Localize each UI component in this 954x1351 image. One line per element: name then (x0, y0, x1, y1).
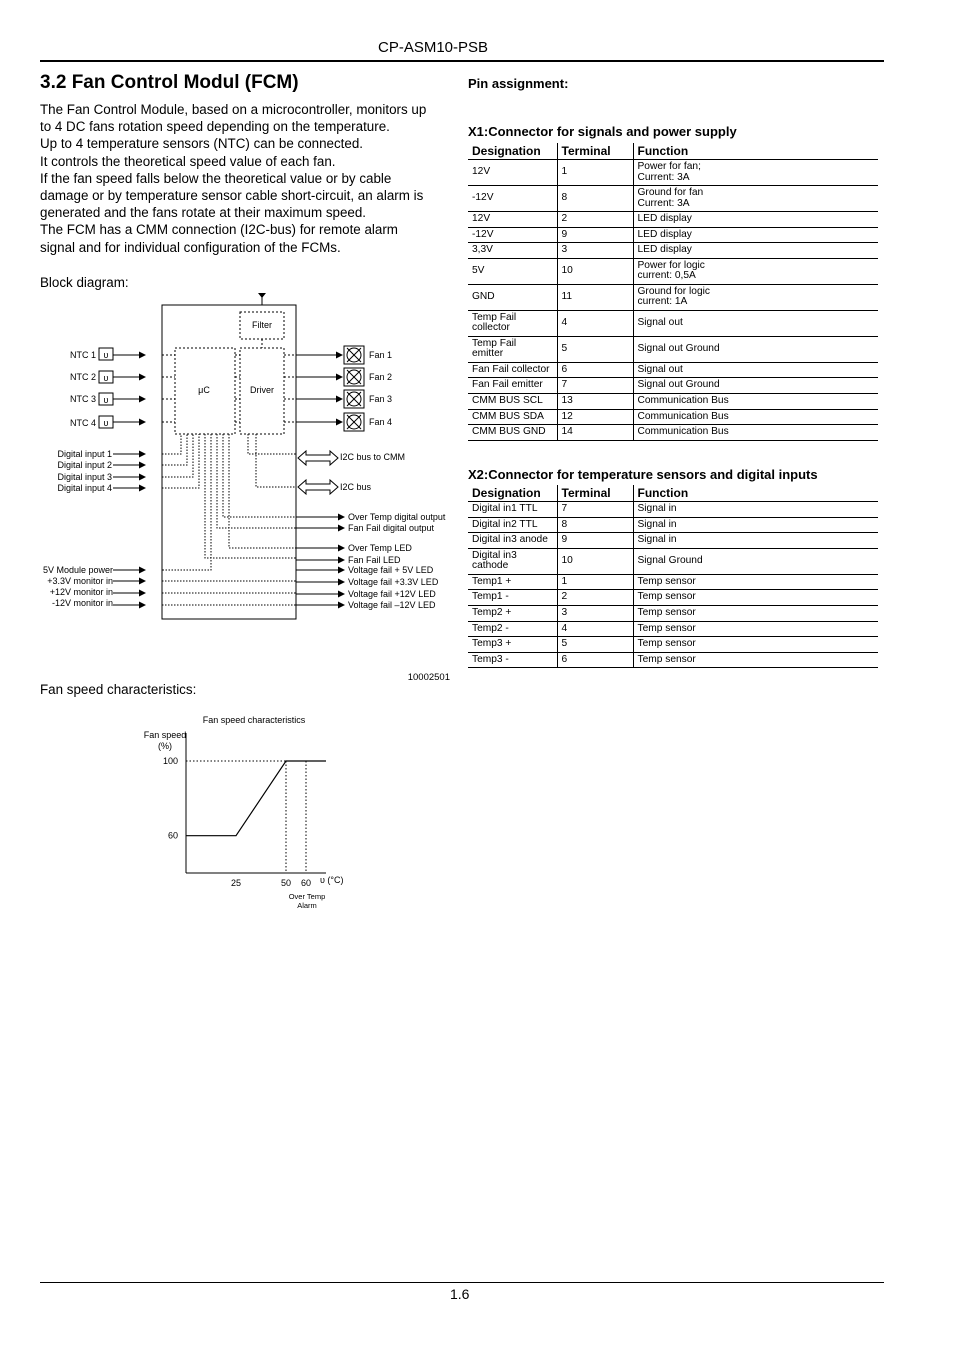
terminal-cell: 3 (557, 243, 633, 259)
table-row (468, 605, 878, 621)
designation-cell: Digital in1 TTL (468, 502, 557, 518)
svg-text:+3.3V monitor in: +3.3V monitor in (47, 576, 113, 586)
function-line: Ground for logic (637, 285, 710, 297)
page-number: 1.6 (450, 1286, 470, 1302)
function-line: Signal Ground (637, 555, 703, 567)
table-row (468, 502, 878, 518)
designation-line: cathode (472, 560, 509, 572)
svg-text:υ: υ (103, 418, 109, 428)
terminal-cell: 5 (557, 336, 633, 362)
table-row (468, 533, 878, 549)
svg-text:-12V monitor in: -12V monitor in (51, 598, 113, 608)
fan-1-output (296, 346, 392, 364)
table-row (468, 590, 878, 606)
designation-cell: CMM BUS GND (468, 425, 557, 441)
function-cell (633, 409, 878, 425)
function-line: Signal out Ground (637, 379, 720, 391)
x1-table-title: X1:Connector for signals and power supply (468, 124, 737, 139)
header-designation: Designation (468, 485, 557, 502)
table-row (468, 362, 878, 378)
table-row (468, 517, 878, 533)
intro-line: If the fan speed falls below the theoretical value or by cable (40, 170, 392, 186)
terminal-cell: 10 (557, 548, 633, 574)
terminal-cell: 2 (557, 212, 633, 228)
ntc-4-input (70, 416, 145, 428)
function-cell (633, 160, 878, 186)
table-row (468, 160, 878, 186)
designation-cell (468, 336, 557, 362)
fan-3-output (296, 390, 392, 408)
table-row (468, 227, 878, 243)
y-tick-label: 100 (162, 756, 178, 766)
microcontroller-label: μC (198, 385, 210, 395)
table-row (468, 212, 878, 228)
i2c-bus (298, 480, 372, 494)
terminal-cell: 6 (557, 362, 633, 378)
fan-2-output (296, 368, 392, 386)
designation-cell: Temp3 - (468, 652, 557, 668)
designation-cell: 12V (468, 212, 557, 228)
table-row (468, 652, 878, 668)
designation-line: collector (472, 322, 510, 334)
function-line: Signal in (637, 503, 677, 515)
terminal-cell: 7 (557, 378, 633, 394)
terminal-cell: 5 (557, 637, 633, 653)
table-row (468, 621, 878, 637)
terminal-cell: 2 (557, 590, 633, 606)
intro-line: damage or by temperature sensor cable short-circuit, an alarm is (40, 188, 424, 204)
footer-rule (40, 1282, 884, 1283)
intro-line: The Fan Control Module, based on a microcontroller, monitors up (40, 102, 427, 117)
terminal-cell: 1 (557, 574, 633, 590)
fan-2-label: Fan 2 (369, 372, 393, 382)
fan-speed-chart (130, 705, 360, 915)
fan-speed-label: Fan speed characteristics: (40, 682, 197, 697)
designation-cell (468, 548, 557, 574)
terminal-cell: 12 (557, 409, 633, 425)
svg-text:υ: υ (103, 350, 109, 360)
x1-pin-table (468, 143, 878, 441)
function-cell (633, 533, 878, 549)
header-function: Function (633, 485, 878, 502)
i2c-bus-to-cmm (298, 451, 405, 465)
function-line: Signal in (637, 518, 677, 530)
fan-3-label: Fan 3 (369, 394, 393, 404)
function-cell (633, 336, 878, 362)
function-cell (633, 590, 878, 606)
fan-1-label: Fan 1 (369, 350, 393, 360)
function-cell (633, 637, 878, 653)
intro-line: The FCM has a CMM connection (I2C-bus) for remote alarm (40, 222, 398, 238)
designation-cell: -12V (468, 227, 557, 243)
designation-cell: Temp2 + (468, 605, 557, 621)
intro-line: to 4 DC fans rotation speed depending on the temperature. (40, 119, 390, 135)
function-cell (633, 621, 878, 637)
x-tick-label: 60 (300, 878, 312, 888)
terminal-cell: 9 (557, 227, 633, 243)
chart-title: Fan speed characteristics (202, 715, 306, 725)
fan-4-label: Fan 4 (369, 417, 393, 427)
block-diagram (0, 0, 470, 690)
svg-text:Digital input 3: Digital input 3 (57, 472, 112, 482)
svg-text:Digital input 1: Digital input 1 (57, 449, 112, 459)
function-line: Communication Bus (637, 410, 729, 422)
ntc-1-input (70, 348, 145, 360)
svg-text:Voltage fail + 5V LED: Voltage fail + 5V LED (348, 565, 434, 575)
svg-text:NTC 2: NTC 2 (69, 372, 96, 382)
alarm-annotation-line1: Over Temp (288, 892, 326, 901)
function-line: LED display (637, 244, 692, 256)
terminal-cell: 10 (557, 258, 633, 284)
terminal-cell: 8 (557, 186, 633, 212)
table-row (468, 425, 878, 441)
intro-line: It controls the theoretical speed value of each fan. (40, 153, 336, 169)
function-line: Ground for fan (637, 187, 704, 198)
function-line: Current: 3A (637, 171, 690, 183)
pin-assignment-title: Pin assignment: (468, 76, 569, 91)
function-line: Power for fan; (637, 161, 701, 172)
terminal-cell: 8 (557, 517, 633, 533)
designation-cell: CMM BUS SDA (468, 409, 557, 425)
terminal-cell: 4 (557, 621, 633, 637)
function-line: Temp sensor (637, 607, 696, 619)
designation-line: Temp Fail (472, 311, 517, 323)
function-line: current: 0,5A (637, 270, 696, 282)
header-designation: Designation (468, 143, 557, 160)
designation-cell: Temp2 - (468, 621, 557, 637)
svg-text:NTC 1: NTC 1 (69, 350, 96, 360)
table-row (468, 186, 878, 212)
intro-line: generated and the fans rotate at their maximum speed. (40, 205, 367, 221)
function-line: Temp sensor (637, 653, 696, 665)
designation-cell: Fan Fail collector (468, 362, 557, 378)
designation-line: Temp Fail (472, 337, 517, 349)
svg-text:I2C bus: I2C bus (340, 482, 372, 492)
svg-text:Voltage fail –12V LED: Voltage fail –12V LED (348, 600, 436, 610)
function-line: LED display (637, 228, 692, 240)
function-line: Temp sensor (637, 575, 696, 587)
svg-text:Voltage fail +3.3V LED: Voltage fail +3.3V LED (348, 577, 439, 587)
table-row (468, 336, 878, 362)
designation-cell (468, 310, 557, 336)
designation-cell: 12V (468, 160, 557, 186)
terminal-cell: 7 (557, 502, 633, 518)
table-row (468, 378, 878, 394)
designation-cell: Temp1 + (468, 574, 557, 590)
y-axis-label: Fan speed (143, 730, 187, 740)
table-row (468, 393, 878, 409)
svg-text:NTC 4: NTC 4 (69, 418, 96, 428)
terminal-cell: 3 (557, 605, 633, 621)
function-line: Signal in (637, 534, 677, 546)
document-code: CP-ASM10-PSB (378, 39, 489, 56)
svg-text:υ: υ (103, 373, 109, 383)
ntc-2-input (70, 371, 145, 383)
function-line: Communication Bus (637, 395, 729, 407)
x-axis-label: υ (°C) (320, 875, 344, 885)
fan-speed-series (186, 761, 326, 836)
table-row (468, 409, 878, 425)
table-row (468, 258, 878, 284)
svg-text:Digital input 2: Digital input 2 (57, 460, 112, 470)
designation-cell: -12V (468, 186, 557, 212)
svg-text:I2C bus to CMM: I2C bus to CMM (340, 452, 406, 462)
function-cell (633, 652, 878, 668)
figure-id: 10002501 (407, 672, 450, 683)
function-cell (633, 517, 878, 533)
function-cell (633, 574, 878, 590)
designation-cell: CMM BUS SCL (468, 393, 557, 409)
y-axis-unit: (%) (158, 741, 172, 751)
function-cell (633, 378, 878, 394)
designation-cell: Digital in3 anode (468, 533, 557, 549)
function-cell (633, 186, 878, 212)
table-row (468, 548, 878, 574)
function-cell (633, 502, 878, 518)
function-line: Signal out (637, 317, 683, 329)
designation-cell: Temp1 - (468, 590, 557, 606)
function-line: Signal out Ground (637, 343, 720, 355)
svg-text:Fan Fail LED: Fan Fail LED (348, 555, 401, 565)
function-cell (633, 227, 878, 243)
function-line: Signal out (637, 363, 683, 375)
header-function: Function (633, 143, 878, 160)
driver-label: Driver (250, 385, 274, 395)
block-diagram-label: Block diagram: (40, 275, 129, 290)
function-line: Temp sensor (637, 622, 696, 634)
section-title: 3.2 Fan Control Modul (FCM) (40, 72, 299, 93)
function-line: LED display (637, 213, 692, 225)
designation-cell: Temp3 + (468, 637, 557, 653)
function-cell (633, 212, 878, 228)
intro-line: signal and for individual configuration of the FCMs. (40, 239, 341, 255)
status-outputs (348, 512, 446, 610)
svg-text:υ: υ (103, 395, 109, 405)
x2-pin-table (468, 485, 878, 668)
table-row (468, 284, 878, 310)
svg-text:NTC 3: NTC 3 (69, 394, 96, 404)
x-tick-label: 50 (280, 878, 292, 888)
intro-line: Up to 4 temperature sensors (NTC) can be connected. (40, 136, 364, 152)
table-row (468, 637, 878, 653)
designation-line: Digital in3 (472, 549, 517, 561)
svg-text:Over Temp digital output: Over Temp digital output (348, 512, 446, 522)
function-cell (633, 393, 878, 409)
alarm-annotation-line2: Alarm (297, 901, 317, 910)
table-row (468, 574, 878, 590)
svg-text:Voltage fail +12V LED: Voltage fail +12V LED (348, 589, 436, 599)
svg-text:+12V monitor in: +12V monitor in (49, 587, 113, 597)
terminal-cell: 14 (557, 425, 633, 441)
digital-inputs (57, 449, 112, 493)
svg-text:Over Temp LED: Over Temp LED (348, 543, 412, 553)
terminal-cell: 4 (557, 310, 633, 336)
table-row (468, 310, 878, 336)
x-tick-label: 25 (230, 878, 242, 888)
designation-cell: GND (468, 284, 557, 310)
header-terminal: Terminal (557, 143, 633, 160)
fan-4-output (296, 413, 392, 431)
function-cell (633, 284, 878, 310)
designation-cell: Digital in2 TTL (468, 517, 557, 533)
table-row (468, 243, 878, 259)
ntc-3-input (70, 393, 145, 405)
function-cell (633, 243, 878, 259)
function-cell (633, 258, 878, 284)
function-cell (633, 605, 878, 621)
terminal-cell: 6 (557, 652, 633, 668)
function-line: Temp sensor (637, 638, 696, 650)
function-cell (633, 310, 878, 336)
function-line: Current: 3A (637, 197, 690, 209)
fan-speed-line (186, 761, 326, 836)
function-line: Communication Bus (637, 426, 729, 438)
function-cell (633, 362, 878, 378)
function-line: Power for logic (637, 259, 705, 271)
function-cell (633, 425, 878, 441)
function-cell (633, 548, 878, 574)
terminal-cell: 11 (557, 284, 633, 310)
svg-text:5V Module power: 5V Module power (42, 565, 113, 575)
function-line: current: 1A (637, 296, 688, 308)
svg-text:Fan Fail digital output: Fan Fail digital output (348, 523, 435, 533)
y-tick-label: 60 (167, 830, 178, 841)
terminal-cell: 13 (557, 393, 633, 409)
designation-cell: 5V (468, 258, 557, 284)
function-line: Temp sensor (637, 591, 696, 603)
svg-text:Digital input 4: Digital input 4 (57, 483, 112, 493)
filter-label: Filter (252, 320, 272, 330)
header-terminal: Terminal (557, 485, 633, 502)
designation-line: emitter (472, 348, 504, 360)
terminal-cell: 9 (557, 533, 633, 549)
terminal-cell: 1 (557, 160, 633, 186)
designation-cell: 3,3V (468, 243, 557, 259)
designation-cell: Fan Fail emitter (468, 378, 557, 394)
monitor-inputs (43, 565, 113, 608)
x2-table-title: X2:Connector for temperature sensors and digital inputs (468, 467, 818, 482)
